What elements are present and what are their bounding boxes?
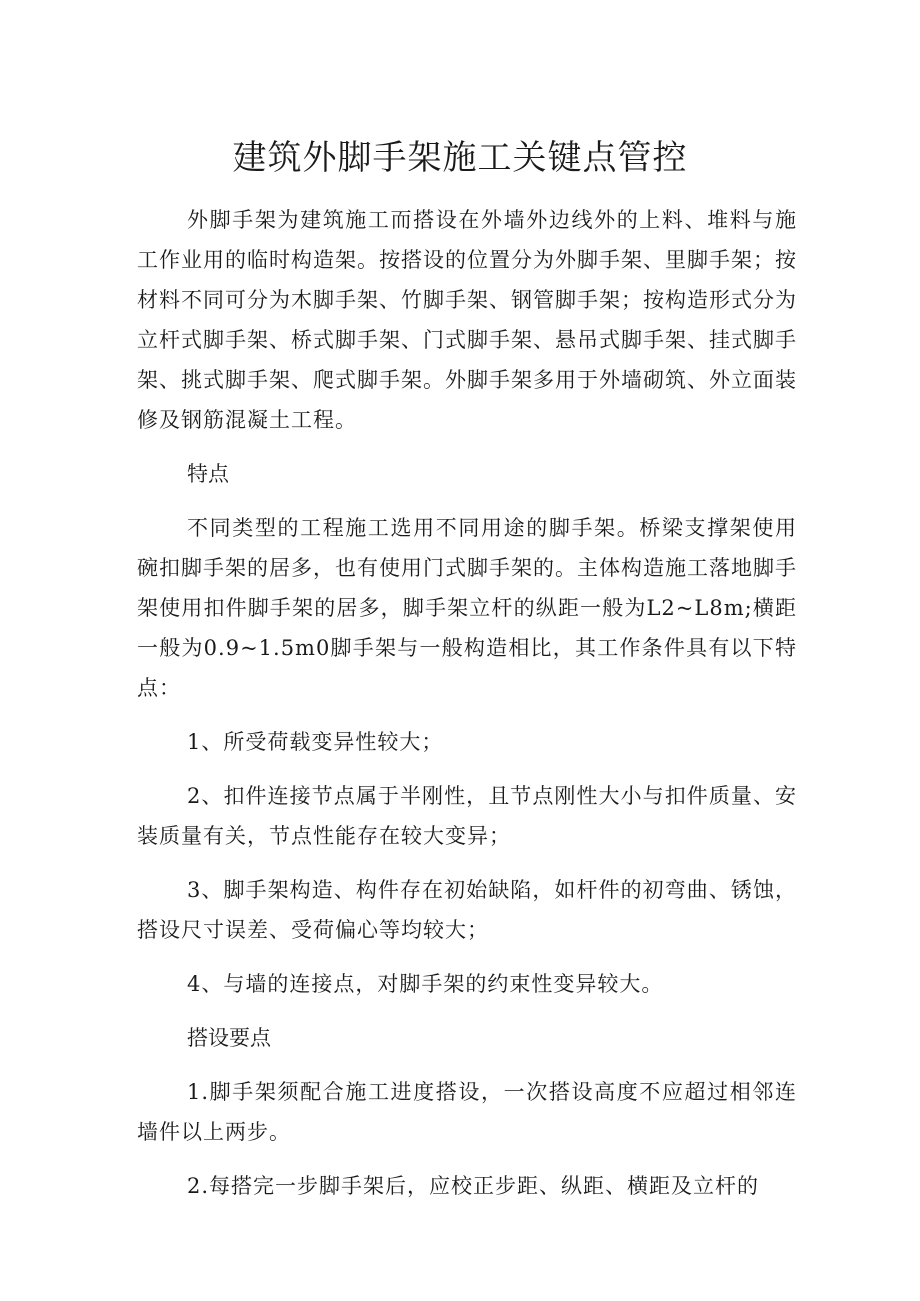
intro-paragraph: 外脚手架为建筑施工而搭设在外墙外边线外的上料、堆料与施工作业用的临时构造架。按搭设的位置分为外脚手架、里脚手架；按材料不同可分为木脚手架、竹脚手架、钢管脚手架；按构造形式分为立杆式脚手架、桥式脚手架、门式脚手架、悬吊式脚手架、挂式脚手架、挑式脚手架、爬式脚手架。外脚手架多用于外墙砌筑、外立面装修及钢筋混凝土工程。 bbox=[137, 208, 797, 432]
feature-item: 4、与墙的连接点，对脚手架的约束性变异较大。 bbox=[187, 972, 664, 996]
setup-item: 2.每搭完一步脚手架后，应校正步距、纵距、横距及立杆的 bbox=[187, 1174, 760, 1198]
feature-item: 2、扣件连接节点属于半刚性，且节点刚性大小与扣件质量、安装质量有关，节点性能存在较大变异； bbox=[137, 784, 797, 848]
section-heading-features: 特点 bbox=[187, 462, 229, 486]
setup-item: 1.脚手架须配合施工进度搭设，一次搭设高度不应超过相邻连墙件以上两步。 bbox=[137, 1080, 797, 1144]
document-title: 建筑外脚手架施工关键点管控 bbox=[232, 138, 688, 178]
section-heading-setup: 搭设要点 bbox=[187, 1026, 271, 1050]
document-body bbox=[137, 200, 797, 1220]
features-paragraph: 不同类型的工程施工选用不同用途的脚手架。桥梁支撑架使用碗扣脚手架的居多，也有使用门式脚手架的。主体构造施工落地脚手架使用扣件脚手架的居多，脚手架立杆的纵距一般为L2~L8m;横距一般为0.9~1.5m0脚手架与一般构造相比，其工作条件具有以下特点： bbox=[137, 516, 797, 700]
feature-item: 1、所受荷载变异性较大； bbox=[187, 730, 444, 754]
feature-item: 3、脚手架构造、构件存在初始缺陷，如杆件的初弯曲、锈蚀，搭设尺寸误差、受荷偏心等均较大； bbox=[137, 878, 797, 942]
